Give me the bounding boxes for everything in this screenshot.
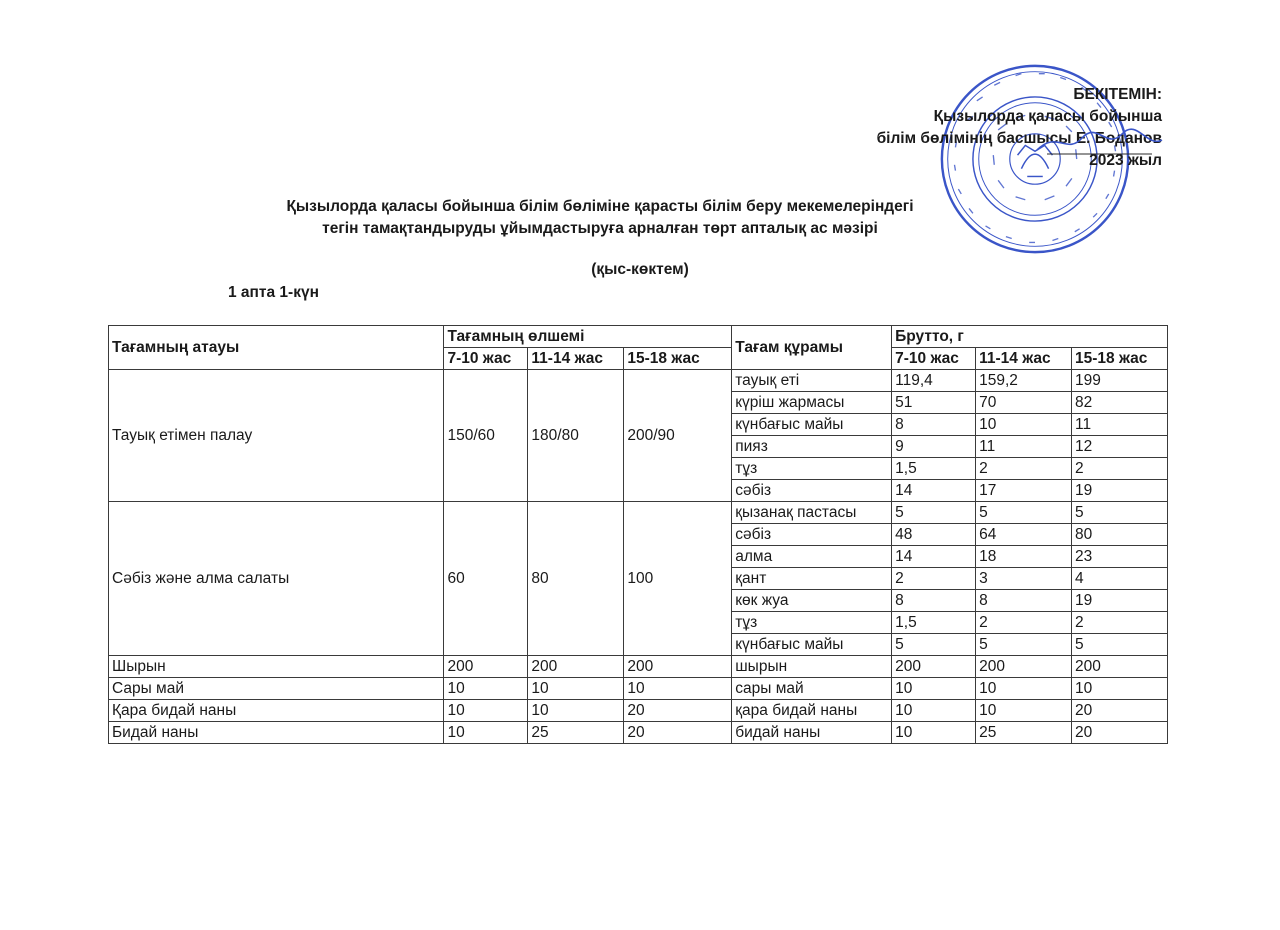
- title-line-1: Қызылорда қаласы бойынша білім бөліміне қарасты білім беру мекемелеріндегі: [286, 198, 914, 215]
- season-label: (қыс-көктем): [591, 261, 689, 278]
- dish-name-header: Тағамның атауы: [109, 326, 444, 370]
- approval-block: [877, 84, 1162, 172]
- brutto-cell: 48: [892, 524, 976, 546]
- age-header: 7-10 жас: [892, 348, 976, 370]
- age-header: 15-18 жас: [1072, 348, 1168, 370]
- portion-header: Тағамның өлшемі: [444, 326, 732, 348]
- brutto-cell: 9: [892, 436, 976, 458]
- ingredient-cell: тұз: [732, 612, 892, 634]
- brutto-cell: 17: [976, 480, 1072, 502]
- brutto-cell: 11: [976, 436, 1072, 458]
- brutto-cell: 11: [1072, 414, 1168, 436]
- brutto-cell: 2: [1072, 458, 1168, 480]
- brutto-cell: 8: [976, 590, 1072, 612]
- portion-cell: 200/90: [624, 370, 732, 502]
- portion-cell: 10: [444, 722, 528, 744]
- brutto-cell: 82: [1072, 392, 1168, 414]
- table-row: [109, 700, 1168, 722]
- table-row: [109, 678, 1168, 700]
- ingredient-cell: шырын: [732, 656, 892, 678]
- portion-cell: 200: [444, 656, 528, 678]
- brutto-cell: 5: [892, 502, 976, 524]
- portion-cell: 10: [624, 678, 732, 700]
- brutto-cell: 10: [976, 414, 1072, 436]
- portion-cell: 10: [528, 678, 624, 700]
- brutto-cell: 19: [1072, 590, 1168, 612]
- ingredient-cell: сары май: [732, 678, 892, 700]
- portion-cell: 180/80: [528, 370, 624, 502]
- table-row: [109, 502, 1168, 524]
- approval-official: білім бөлімінің басшысы Е. Боданов: [876, 130, 1162, 147]
- title-line-2: тегін тамақтандыруды ұйымдастыруға арналған төрт апталық ас мәзірі: [322, 220, 878, 237]
- portion-cell: 200: [528, 656, 624, 678]
- portion-cell: 80: [528, 502, 624, 656]
- brutto-cell: 8: [892, 414, 976, 436]
- brutto-cell: 200: [892, 656, 976, 678]
- table-row: [109, 370, 1168, 392]
- brutto-cell: 1,5: [892, 612, 976, 634]
- day-label: 1 апта 1-күн: [228, 284, 319, 301]
- brutto-cell: 23: [1072, 546, 1168, 568]
- brutto-cell: 5: [1072, 634, 1168, 656]
- dish-name-cell: Қара бидай наны: [109, 700, 444, 722]
- brutto-cell: 14: [892, 480, 976, 502]
- brutto-cell: 10: [892, 700, 976, 722]
- header-row-1: [109, 326, 1168, 348]
- brutto-cell: 10: [1072, 678, 1168, 700]
- brutto-cell: 5: [976, 634, 1072, 656]
- age-header: 11-14 жас: [528, 348, 624, 370]
- brutto-cell: 19: [1072, 480, 1168, 502]
- table-row: [109, 656, 1168, 678]
- portion-cell: 20: [624, 722, 732, 744]
- brutto-cell: 8: [892, 590, 976, 612]
- ingredient-cell: күріш жармасы: [732, 392, 892, 414]
- age-header: 7-10 жас: [444, 348, 528, 370]
- brutto-cell: 10: [976, 700, 1072, 722]
- brutto-cell: 51: [892, 392, 976, 414]
- brutto-cell: 2: [1072, 612, 1168, 634]
- portion-cell: 10: [444, 700, 528, 722]
- portion-cell: 60: [444, 502, 528, 656]
- dish-name-cell: Сары май: [109, 678, 444, 700]
- brutto-cell: 199: [1072, 370, 1168, 392]
- brutto-cell: 2: [976, 458, 1072, 480]
- portion-cell: 150/60: [444, 370, 528, 502]
- portion-cell: 10: [528, 700, 624, 722]
- brutto-cell: 1,5: [892, 458, 976, 480]
- dish-name-cell: Сәбіз және алма салаты: [109, 502, 444, 656]
- handwritten-signature: [1027, 120, 1167, 160]
- ingredient-cell: бидай наны: [732, 722, 892, 744]
- age-header: 15-18 жас: [624, 348, 732, 370]
- composition-header: Тағам құрамы: [732, 326, 892, 370]
- portion-cell: 100: [624, 502, 732, 656]
- ingredient-cell: күнбағыс майы: [732, 634, 892, 656]
- brutto-cell: 5: [892, 634, 976, 656]
- brutto-cell: 200: [976, 656, 1072, 678]
- brutto-cell: 200: [1072, 656, 1168, 678]
- ingredient-cell: күнбағыс майы: [732, 414, 892, 436]
- ingredient-cell: алма: [732, 546, 892, 568]
- ingredient-cell: тұз: [732, 458, 892, 480]
- dish-name-cell: Шырын: [109, 656, 444, 678]
- ingredient-cell: қара бидай наны: [732, 700, 892, 722]
- brutto-cell: 4: [1072, 568, 1168, 590]
- dish-name-cell: Бидай наны: [109, 722, 444, 744]
- brutto-cell: 20: [1072, 700, 1168, 722]
- brutto-cell: 64: [976, 524, 1072, 546]
- approval-heading: БЕКІТЕМІН:: [1073, 86, 1162, 103]
- brutto-cell: 2: [892, 568, 976, 590]
- document-title: [250, 196, 950, 240]
- ingredient-cell: тауық еті: [732, 370, 892, 392]
- brutto-cell: 25: [976, 722, 1072, 744]
- brutto-cell: 10: [892, 678, 976, 700]
- menu-table: [108, 325, 1168, 744]
- ingredient-cell: қант: [732, 568, 892, 590]
- brutto-cell: 20: [1072, 722, 1168, 744]
- brutto-cell: 119,4: [892, 370, 976, 392]
- approval-year: 2023 жыл: [1089, 152, 1162, 169]
- portion-cell: 200: [624, 656, 732, 678]
- brutto-cell: 2: [976, 612, 1072, 634]
- dish-name-cell: Тауық етімен палау: [109, 370, 444, 502]
- brutto-cell: 10: [892, 722, 976, 744]
- portion-cell: 25: [528, 722, 624, 744]
- ingredient-cell: көк жуа: [732, 590, 892, 612]
- age-header: 11-14 жас: [976, 348, 1072, 370]
- ingredient-cell: пияз: [732, 436, 892, 458]
- brutto-cell: 10: [976, 678, 1072, 700]
- brutto-cell: 12: [1072, 436, 1168, 458]
- brutto-cell: 3: [976, 568, 1072, 590]
- approval-city: Қызылорда қаласы бойынша: [933, 108, 1162, 125]
- ingredient-cell: сәбіз: [732, 480, 892, 502]
- ingredient-cell: сәбіз: [732, 524, 892, 546]
- brutto-cell: 70: [976, 392, 1072, 414]
- brutto-cell: 159,2: [976, 370, 1072, 392]
- brutto-cell: 5: [1072, 502, 1168, 524]
- brutto-cell: 80: [1072, 524, 1168, 546]
- table-row: [109, 722, 1168, 744]
- portion-cell: 10: [444, 678, 528, 700]
- ingredient-cell: қызанақ пастасы: [732, 502, 892, 524]
- brutto-cell: 14: [892, 546, 976, 568]
- brutto-cell: 18: [976, 546, 1072, 568]
- portion-cell: 20: [624, 700, 732, 722]
- brutto-header: Брутто, г: [892, 326, 1168, 348]
- brutto-cell: 5: [976, 502, 1072, 524]
- menu-table-body: [109, 370, 1168, 744]
